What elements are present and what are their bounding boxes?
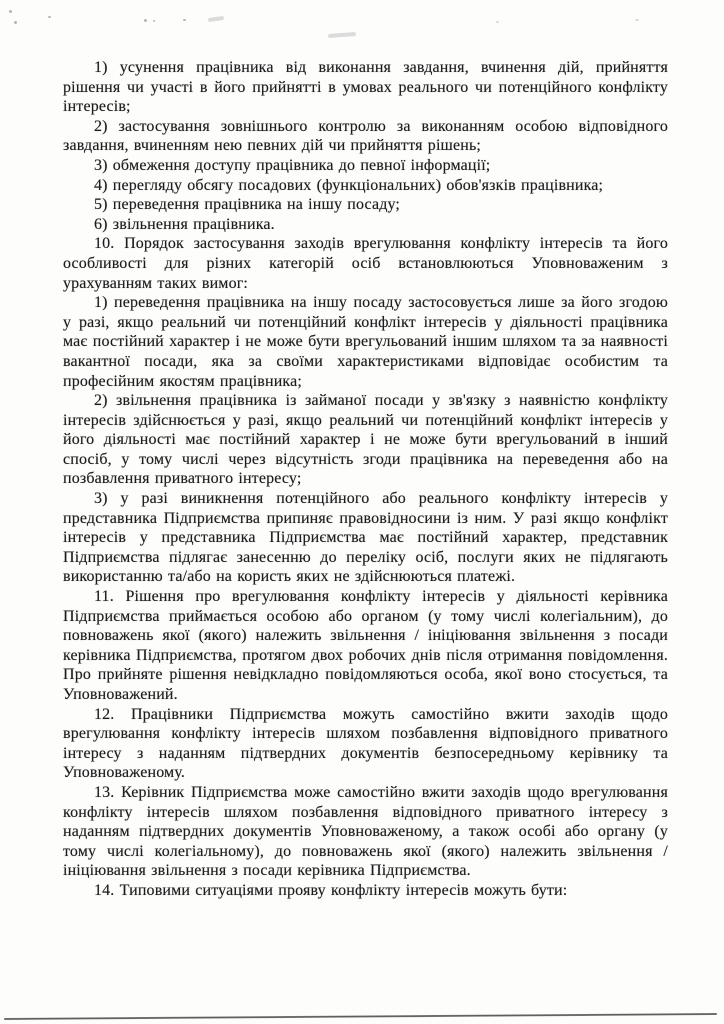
paragraph-5: 5) переведення працівника на іншу посаду;	[94, 196, 401, 214]
scan-speck	[48, 16, 51, 18]
paragraph-2: 2) застосування зовнішнього контролю за виконанням особою відповідного завдання, вчиненням нею певних дій чи прийняття рішень;	[63, 117, 668, 155]
paragraph-10: 3) у разі виникнення потенційного або реального конфлікту інтересів у представника Підприємства припиняє правовідносини із ним. У разі якщо конфлікт інтересів у представника Підприємства має постійний характер, представник Підприємства підлягає занесенню до переліку осіб, послуги яких не підлягають використанню та/або на користь яких не здійснюються платежі.	[63, 490, 668, 586]
scan-speck	[9, 10, 12, 13]
paragraph-4: 4) перегляду обсягу посадових (функціональних) обов'язків працівника;	[94, 176, 604, 194]
document-body	[63, 58, 668, 901]
paragraph-13: 13. Керівник Підприємства може самостійно вжити заходів щодо врегулювання конфлікту інтересів шляхом позбавлення відповідного приватного інтересу з наданням підтвердних документів Уповноваженому, а також особі або органу (у тому числі колегіальному), до повноважень якої (якого) належить звільнення / ініціювання звільнення з посади керівника Підприємства.	[63, 783, 668, 880]
paragraph-9: 2) звільнення працівника із займаної посади у зв'язку з наявністю конфлікту інтересів здійснюється у разі, якщо реальний чи потенційний конфлікт інтересів у його діяльності має постійний характер і не може бути врегульований в інший спосіб, у тому числі через відсутність згоди працівника на переведення або на позбавлення приватного інтересу;	[63, 392, 668, 488]
paragraph-1: 1) усунення працівника від виконання завдання, вчинення дій, прийняття рішення чи участі в його прийнятті в умовах реального чи потенційного конфлікту інтересів;	[63, 59, 668, 116]
scan-speck	[153, 20, 155, 22]
scan-speck	[144, 19, 147, 22]
paragraph-12: 12. Працівники Підприємства можуть самостійно вжити заходів щодо врегулювання конфлікту інтересів шляхом позбавлення відповідного приватного інтересу з наданням підтвердних документів безпосередньому керівнику та Уповноваженому.	[63, 705, 668, 782]
paragraph-8: 1) переведення працівника на іншу посаду застосовується лише за його згодою у разі, якщо реальний чи потенційний конфлікт інтересів у діяльності працівника має постійний характер і не може бути врегульований іншим шляхом та за наявності вакантної посади, яка за своїми характеристиками відповідає особистим та професійним якостям працівника;	[63, 294, 668, 390]
scan-smudge	[208, 16, 224, 22]
scan-smudge	[328, 32, 356, 38]
paragraph-3: 3) обмеження доступу працівника до певної інформації;	[94, 156, 491, 174]
scan-speck	[496, 21, 499, 23]
scan-speck	[14, 21, 17, 24]
paragraph-14: 14. Типовими ситуаціями прояву конфлікту інтересів можуть бути:	[94, 881, 568, 899]
paragraph-7: 10. Порядок застосування заходів врегулювання конфлікту інтересів та його особливості для різних категорій осіб встановлюються Уповноваженим з урахуванням таких вимог:	[63, 235, 668, 292]
scan-edge-line	[4, 1013, 717, 1020]
scan-speck	[183, 19, 186, 21]
scan-speck	[635, 19, 639, 21]
paragraph-11: 11. Рішення про врегулювання конфлікту інтересів у діяльності керівника Підприємства приймається особою або органом (у тому числі колегіальним), до повноважень якої (якого) належить звільнення / ініціювання звільнення з посади керівника Підприємства, протягом двох робочих днів після отримання повідомлення. Про прийняте рішення невідкладно повідомляються особа, якої воно стосується, та Уповноважений.	[63, 588, 668, 703]
paragraph-6: 6) звільнення працівника.	[94, 215, 275, 233]
